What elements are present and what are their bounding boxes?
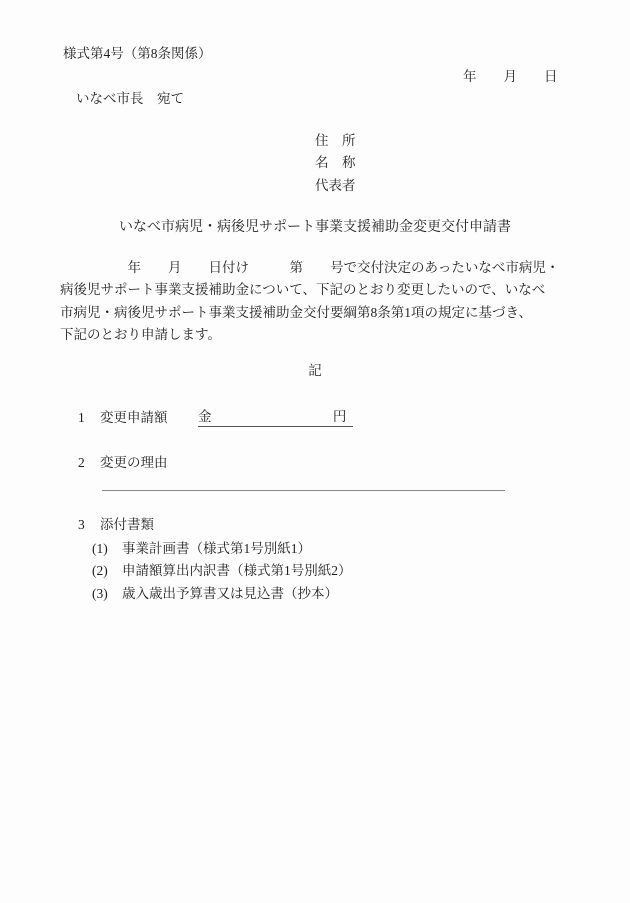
item3-attachments-row (0, 518, 630, 534)
body-line-2: 病後児サポート事業支援補助金について、下記のとおり変更したいので、いなべ (60, 282, 546, 298)
attachment-item (0, 542, 630, 564)
attachments-list (0, 542, 630, 609)
section-mark-ki: 記 (308, 363, 322, 378)
document-title: いなべ市病児・病後児サポート事業支援補助金変更交付申請書 (119, 220, 511, 235)
item3-number: 3 (78, 517, 85, 532)
body-line-3: 市病児・病後児サポート事業支援補助金交付要綱第8条第1項の規定に基づき、 (60, 304, 532, 320)
item2-number: 2 (78, 455, 85, 470)
reason-fill-in-line (102, 490, 505, 491)
attachment-2-text: 申請額算出内訳書（様式第1号別紙2） (122, 563, 352, 579)
attachment-item (0, 564, 630, 586)
item2-change-reason-row (0, 456, 630, 472)
attachment-2-number: (2) (92, 563, 108, 579)
attachment-1-number: (1) (92, 541, 108, 556)
item1-change-amount-row (0, 411, 630, 427)
item3-label: 添付書類 (100, 517, 154, 532)
attachment-3-text: 歳入歳出予算書又は見込書（抄本） (122, 585, 338, 601)
body-line-1: 年 月 日付け 第 号で交付決定のあったいなべ市病児・ (60, 260, 560, 275)
currency-prefix: 金 (198, 409, 212, 424)
attachment-1-text: 事業計画書（様式第1号別紙1） (122, 541, 311, 556)
attachment-item (0, 587, 630, 609)
applicant-block (315, 130, 356, 197)
body-paragraph (60, 257, 559, 347)
item1-number: 1 (78, 410, 85, 425)
amount-fill-in-field (198, 410, 353, 427)
body-line-4: 下記のとおり申請します。 (60, 327, 221, 343)
addressee-line: いなべ市長 宛て (76, 91, 184, 106)
applicant-representative-label: 代表者 (315, 177, 356, 193)
date-line: 年 月 日 (463, 69, 558, 84)
item1-label: 変更申請額 (100, 410, 168, 425)
attachment-3-number: (3) (92, 585, 108, 601)
applicant-name-label: 名 称 (315, 155, 356, 171)
applicant-address-label: 住 所 (315, 133, 356, 148)
form-number: 様式第4号（第8条関係） (63, 46, 212, 61)
currency-suffix: 円 (332, 409, 347, 424)
item2-label: 変更の理由 (100, 455, 168, 470)
